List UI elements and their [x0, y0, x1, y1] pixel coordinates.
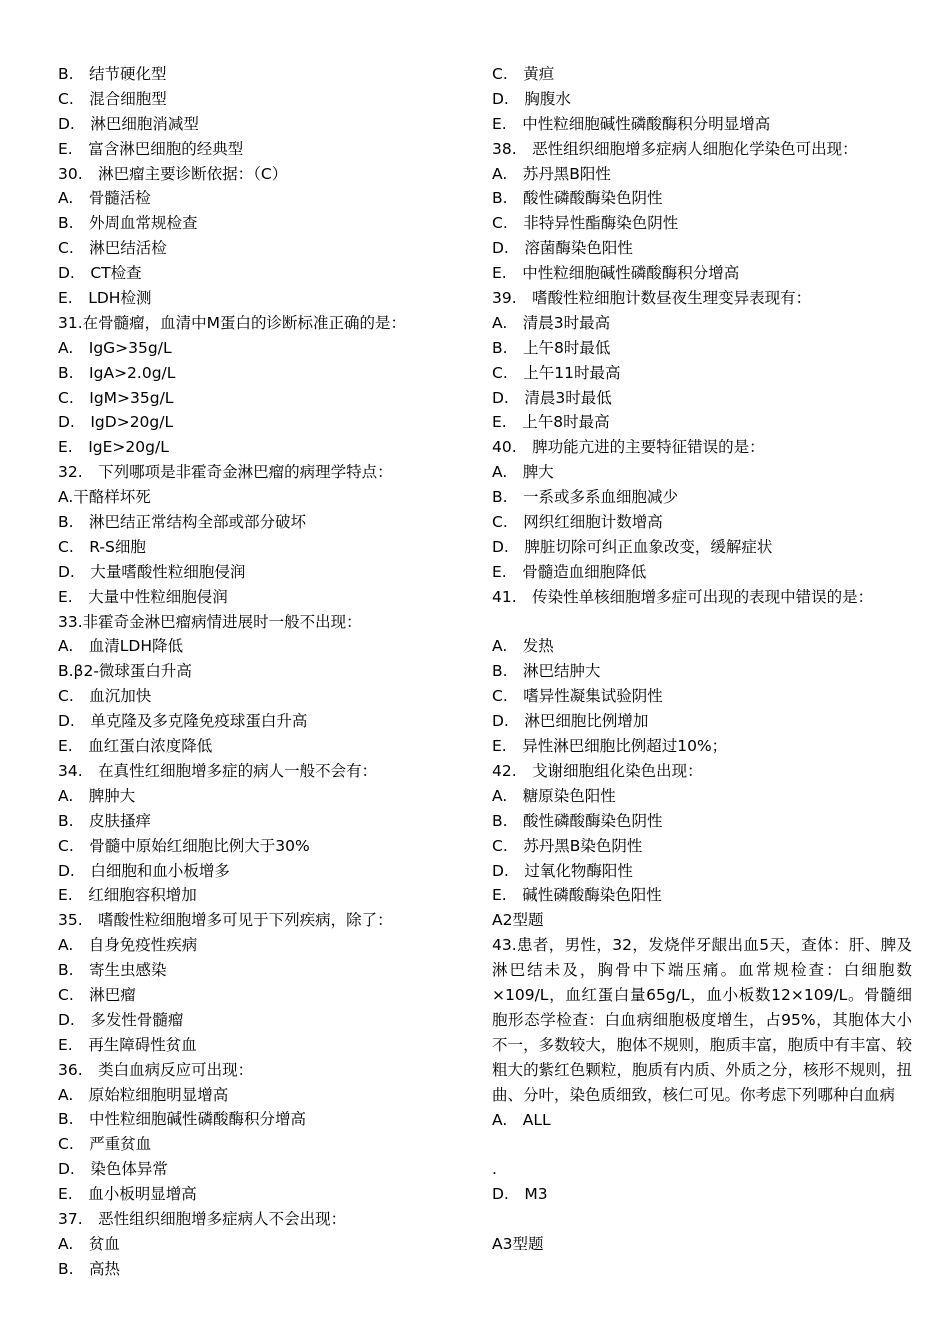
text-line: C. 骨髓中原始红细胞比例大于30%	[58, 836, 310, 855]
text-line: D. 脾脏切除可纠正血象改变，缓解症状	[492, 537, 773, 556]
text-line: E. 上午8时最高	[492, 413, 610, 432]
text-line: D. 溶菌酶染色阳性	[492, 239, 633, 258]
text-line: 37. 恶性组织细胞增多症病人不会出现：	[58, 1209, 347, 1228]
text-line: 41. 传染性单核细胞增多症可出现的表现中错误的是：	[492, 587, 874, 606]
text-line: C. 黄疸	[492, 65, 555, 83]
text-line: D. 单克隆及多克隆免疫球蛋白升高	[58, 712, 308, 731]
text-line: E. 中性粒细胞碱性磷酸酶积分增高	[492, 264, 740, 283]
text-line: A2型题	[492, 911, 544, 930]
text-line: C. 苏丹黑B染色阴性	[492, 836, 643, 855]
text-line: D. 淋巴细胞消减型	[58, 114, 199, 133]
text-line: B. 结节硬化型	[58, 65, 167, 83]
text-line: B. 酸性磷酸酶染色阴性	[492, 811, 663, 830]
text-line: 32. 下列哪项是非霍奇金淋巴瘤的病理学特点：	[58, 463, 393, 482]
text-line: E. 富含淋巴细胞的经典型	[58, 139, 244, 158]
text-line: B. 上午8时最低	[492, 338, 611, 357]
text-line: A. ALL	[492, 1110, 551, 1129]
right-column	[492, 62, 912, 1257]
text-line: C. 网织红细胞计数增高	[492, 513, 663, 532]
text-line: 35. 嗜酸性粒细胞增多可见于下列疾病，除了：	[58, 911, 393, 930]
text-line: 38. 恶性组织细胞增多症病人细胞化学染色可出现：	[492, 139, 858, 158]
left-column	[58, 62, 458, 1282]
text-line: 42. 戈谢细胞组化染色出现：	[492, 761, 703, 780]
text-line: C. 上午11时最高	[492, 363, 621, 382]
text-line: E. 碱性磷酸酶染色阳性	[492, 886, 662, 905]
text-line: B. 一系或多系血细胞减少	[492, 488, 679, 507]
text-line: B. 高热	[58, 1259, 121, 1278]
text-line: C. 混合细胞型	[58, 89, 167, 108]
text-line: D. 清晨3时最低	[492, 388, 612, 407]
text-line: C. 淋巴瘤	[58, 985, 136, 1004]
text-line: B. 外周血常规检查	[58, 214, 198, 233]
text-line: D. 多发性骨髓瘤	[58, 1010, 184, 1029]
text-line: E. 血红蛋白浓度降低	[58, 737, 213, 756]
text-line: E. 中性粒细胞碱性磷酸酶积分明显增高	[492, 114, 771, 133]
text-line: E. 大量中性粒细胞侵润	[58, 587, 228, 606]
text-line: A. 脾大	[492, 463, 554, 482]
text-line: D. CT检查	[58, 264, 142, 283]
text-line: A. 自身免疫性疾病	[58, 936, 198, 955]
text-line: A3型题	[492, 1234, 544, 1253]
text-line: A. 发热	[492, 637, 554, 656]
text-line: A.干酪样坏死	[58, 488, 151, 507]
text-line: 30. 淋巴瘤主要诊断依据：（C）	[58, 164, 288, 183]
text-line: E. 血小板明显增高	[58, 1185, 197, 1204]
right-column-bottom	[492, 1108, 912, 1257]
text-line: E. IgE>20g/L	[58, 438, 169, 457]
text-line: E. 红细胞容积增加	[58, 886, 197, 905]
text-line: 40. 脾功能亢进的主要特征错误的是：	[492, 438, 765, 457]
text-line: B. 淋巴结肿大	[492, 662, 601, 681]
text-line: 34. 在真性红细胞增多症的病人一般不会有：	[58, 761, 378, 780]
text-line: C. 嗜异性凝集试验阴性	[492, 687, 663, 706]
text-line	[492, 1132, 912, 1157]
text-line: C. IgM>35g/L	[58, 388, 174, 407]
right-column-top	[492, 62, 912, 933]
text-line: D. 大量嗜酸性粒细胞侵润	[58, 562, 246, 581]
text-line: D. 过氧化物酶阳性	[492, 861, 633, 880]
text-line: B. 寄生虫感染	[58, 961, 167, 980]
text-line: A. 苏丹黑B阳性	[492, 164, 611, 183]
text-line: 36. 类白血病反应可出现：	[58, 1060, 254, 1079]
question-43-text: 43.患者，男性，32，发烧伴牙龈出血5天，查体：肝、脾及淋巴结未及，胸骨中下端压痛。血常规检查：白细胞数×109/L，血红蛋白量65g/L，血小板数12×109/L。骨髓细胞形态学检查：白血病细胞极度增生，占95%，其胞体大小不一，多数较大，胞体不规则，胞质丰富，胞质中有丰富、较粗大的紫红色颗粒，胞质有内质、外质之分，核形不规则，扭曲、分叶，染色质细致，核仁可见。你考虑下列哪种白血病	[492, 936, 912, 1104]
text-line: A. 清晨3时最高	[492, 313, 611, 332]
text-line: B. IgA>2.0g/L	[58, 363, 176, 382]
text-line: D. 胸腹水	[492, 89, 571, 108]
text-line: B. 中性粒细胞碱性磷酸酶积分增高	[58, 1110, 307, 1129]
text-line: A. 糖原染色阳性	[492, 786, 616, 805]
text-line: D. 白细胞和血小板增多	[58, 861, 230, 880]
text-line: 39. 嗜酸性粒细胞计数昼夜生理变异表现有：	[492, 289, 812, 308]
text-line: C. 严重贫血	[58, 1135, 152, 1154]
text-line: B. 酸性磷酸酶染色阴性	[492, 189, 663, 208]
text-line	[492, 1207, 912, 1232]
text-line: .	[492, 1160, 497, 1179]
text-line	[492, 610, 912, 635]
text-line: B. 皮肤搔痒	[58, 811, 152, 830]
text-line: A. 贫血	[58, 1234, 120, 1253]
text-line: B.β2-微球蛋白升高	[58, 662, 192, 681]
text-line: C. R-S细胞	[58, 537, 146, 556]
text-line: D. 淋巴细胞比例增加	[492, 712, 649, 731]
text-line: A. 骨髓活检	[58, 189, 151, 208]
text-line: D. M3	[492, 1185, 548, 1204]
text-line: C. 血沉加快	[58, 687, 152, 706]
text-line: E. 再生障碍性贫血	[58, 1035, 197, 1054]
text-line: 33.非霍奇金淋巴瘤病情进展时一般不出现：	[58, 612, 362, 631]
text-line: A. 脾肿大	[58, 786, 136, 805]
text-line: D. 染色体异常	[58, 1160, 168, 1179]
text-line: A. 原始粒细胞明显增高	[58, 1085, 229, 1104]
text-line: E. 异性淋巴细胞比例超过10%；	[492, 737, 728, 756]
text-line: D. IgD>20g/L	[58, 413, 174, 432]
text-line: C. 非特异性酯酶染色阴性	[492, 214, 679, 233]
text-line: B. 淋巴结正常结构全部或部分破坏	[58, 513, 307, 532]
text-line: E. 骨髓造血细胞降低	[492, 562, 647, 581]
text-line: 31.在骨髓瘤，血清中M蛋白的诊断标准正确的是：	[58, 313, 407, 332]
text-line: C. 淋巴结活检	[58, 239, 167, 258]
text-line: A. 血清LDH降低	[58, 637, 183, 656]
text-line: E. LDH检测	[58, 289, 152, 308]
text-line: A. IgG>35g/L	[58, 338, 172, 357]
